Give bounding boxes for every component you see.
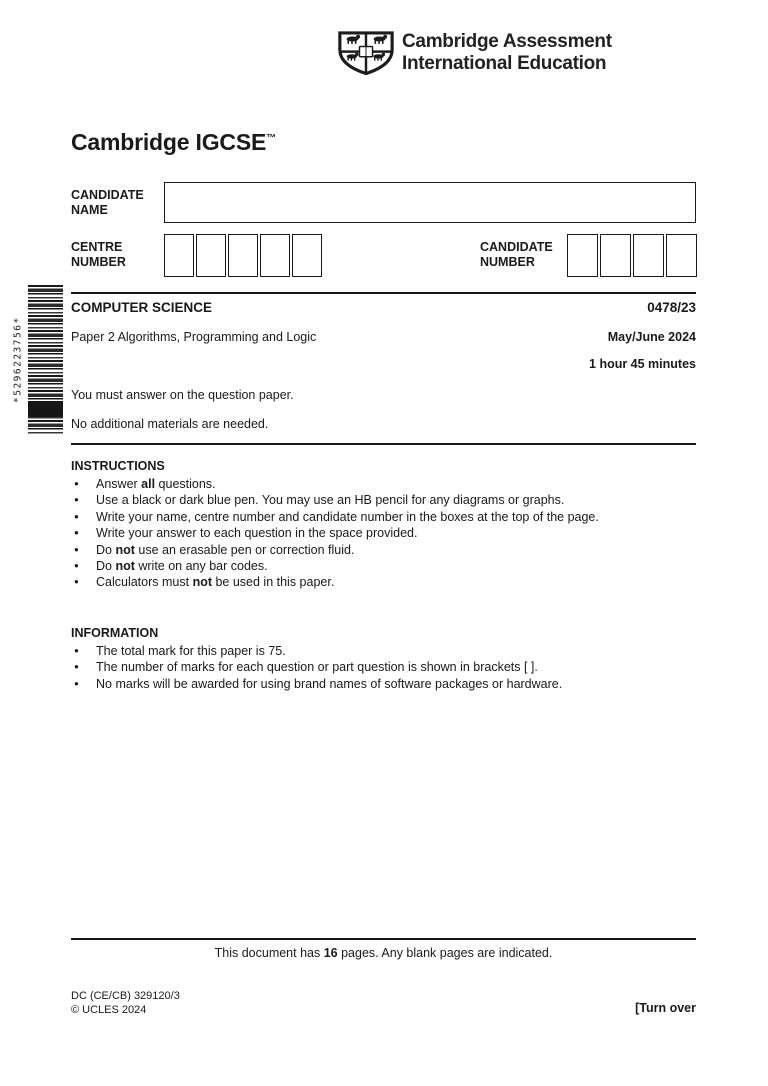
bullet-text: Do not use an erasable pen or correction fluid.	[96, 542, 355, 557]
information-section	[71, 626, 696, 692]
logo-line1: Cambridge Assessment	[402, 31, 612, 52]
number-cell[interactable]	[292, 234, 322, 277]
bullet-text: Write your answer to each question in the space provided.	[96, 526, 418, 541]
exam-session: May/June 2024	[607, 330, 696, 344]
bullet-text: Write your name, centre number and candidate number in the boxes at the top of the page.	[96, 509, 599, 524]
cambridge-shield-icon	[338, 31, 394, 75]
number-cell[interactable]	[567, 234, 598, 277]
bullet-item	[71, 659, 696, 675]
bullet-text: The number of marks for each question or part question is shown in brackets [ ].	[96, 660, 538, 675]
number-cell[interactable]	[260, 234, 290, 277]
bullet-icon: ●	[74, 577, 79, 587]
exam-duration: 1 hour 45 minutes	[589, 357, 696, 371]
cambridge-logo	[338, 31, 612, 75]
trademark-symbol: ™	[266, 133, 277, 144]
turn-over-label: [Turn over	[635, 1001, 696, 1015]
centre-number-label-line2: NUMBER	[71, 255, 126, 269]
logo-wordmark	[402, 31, 612, 74]
bullet-item	[71, 509, 696, 525]
bullet-item	[71, 643, 696, 659]
bullet-item	[71, 542, 696, 558]
bullet-icon: ●	[74, 561, 79, 571]
divider-top	[71, 292, 696, 294]
candidate-name-input-box[interactable]	[164, 182, 696, 223]
bullet-item	[71, 558, 696, 574]
divider-footer	[71, 938, 696, 940]
qualification-title-text: Cambridge IGCSE	[71, 129, 267, 155]
bullet-icon: ●	[74, 511, 79, 521]
bullet-item	[71, 676, 696, 692]
imprint-block	[71, 990, 180, 1017]
barcode-thick-bar	[28, 401, 63, 417]
candidate-number-label-line1: CANDIDATE	[480, 240, 553, 254]
centre-number-cells	[164, 234, 322, 277]
bullet-icon: ●	[74, 495, 79, 505]
subject-row	[71, 300, 696, 315]
candidate-name-label-line2: NAME	[71, 203, 108, 217]
paper-title: Paper 2 Algorithms, Programming and Logic	[71, 330, 317, 344]
paper-row	[71, 330, 696, 344]
subject-name: COMPUTER SCIENCE	[71, 300, 213, 315]
bullet-icon: ●	[74, 646, 79, 655]
bullet-item	[71, 525, 696, 541]
bullet-text: No marks will be awarded for using brand names of software packages or hardware.	[96, 676, 563, 691]
barcode-number: *5296223756*	[12, 316, 24, 404]
bullet-item	[71, 476, 696, 492]
bullet-icon: ●	[74, 662, 79, 672]
candidate-number-label-line2: NUMBER	[480, 255, 535, 269]
barcode	[28, 285, 63, 435]
bullet-text: The total mark for this paper is 75.	[96, 644, 286, 658]
number-cell[interactable]	[633, 234, 664, 277]
answer-on-paper-notice: You must answer on the question paper.	[71, 388, 294, 402]
copyright: © UCLES 2024	[71, 1003, 147, 1016]
candidate-number-cells	[567, 234, 697, 277]
bullet-item	[71, 574, 696, 590]
paper-code: 0478/23	[647, 300, 696, 315]
information-heading: INFORMATION	[71, 626, 159, 640]
number-cell[interactable]	[666, 234, 697, 277]
number-cell[interactable]	[164, 234, 194, 277]
logo-line2: International Education	[402, 52, 607, 74]
materials-notice: No additional materials are needed.	[71, 417, 269, 431]
number-cell[interactable]	[228, 234, 258, 277]
bullet-text: Answer all questions.	[96, 477, 216, 491]
divider-middle	[71, 443, 696, 445]
bullet-text: Do not write on any bar codes.	[96, 559, 268, 574]
bullet-text: Use a black or dark blue pen. You may use an HB pencil for any diagrams or graphs.	[96, 493, 565, 508]
information-list	[71, 643, 696, 692]
duration-row	[71, 357, 696, 371]
bullet-icon: ●	[74, 678, 79, 688]
bullet-icon: ●	[74, 544, 79, 554]
bullet-icon: ●	[74, 479, 79, 488]
bullet-icon: ●	[74, 528, 79, 538]
candidate-name-label-line1: CANDIDATE	[71, 188, 144, 202]
centre-number-label	[71, 240, 126, 270]
number-cell[interactable]	[600, 234, 631, 277]
number-cell[interactable]	[196, 234, 226, 277]
qualification-title	[71, 129, 276, 156]
instructions-list	[71, 476, 696, 591]
candidate-name-label	[71, 188, 144, 218]
instructions-heading: INSTRUCTIONS	[71, 459, 165, 473]
bullet-item	[71, 492, 696, 508]
instructions-section	[71, 459, 696, 591]
pages-note: This document has 16 pages. Any blank pages are indicated.	[214, 946, 553, 960]
bullet-text: Calculators must not be used in this paper.	[96, 575, 335, 590]
candidate-number-label	[480, 240, 553, 270]
centre-number-label-line1: CENTRE	[71, 240, 123, 254]
dc-code: DC (CE/CB) 329120/3	[71, 990, 180, 1002]
